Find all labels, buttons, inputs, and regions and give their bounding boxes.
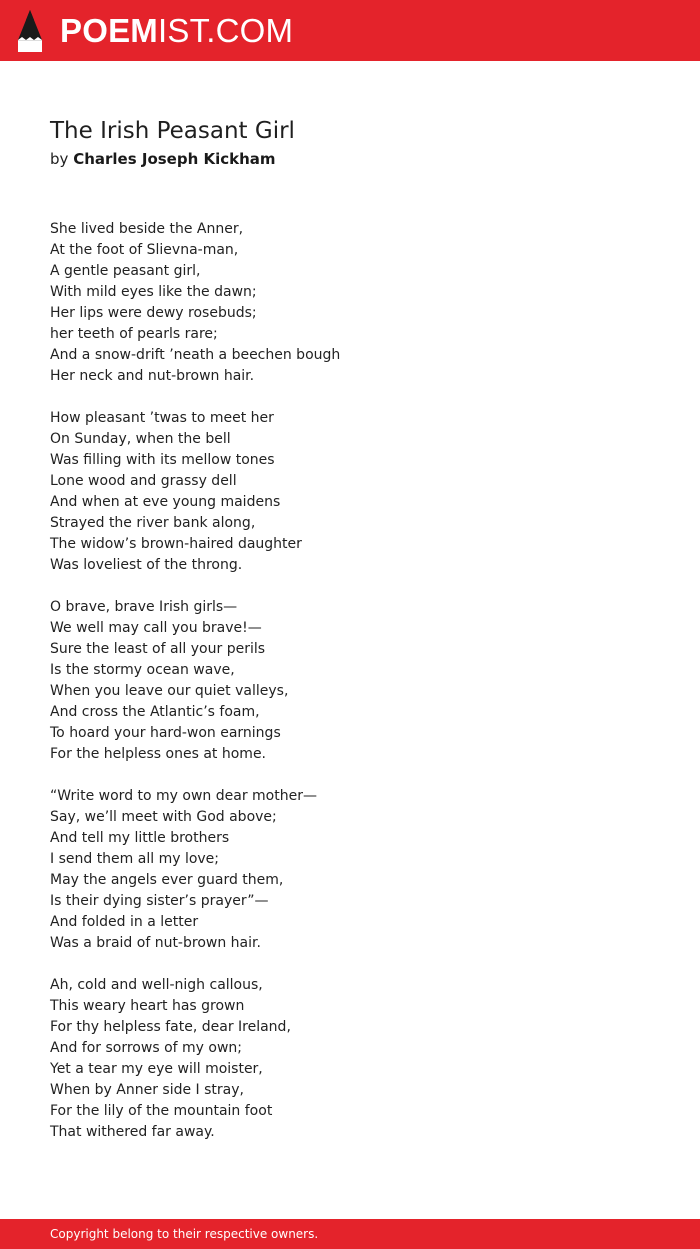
poem-body xyxy=(50,219,650,1164)
logo-wordmark-bold: POEM xyxy=(60,12,158,49)
poem-stanza xyxy=(50,408,650,576)
poem-line: Is their dying sister’s prayer”— xyxy=(50,893,269,909)
poem-line: At the foot of Slievna-man, xyxy=(50,242,239,258)
poem-line: Was filling with its mellow tones xyxy=(50,452,275,468)
poem-line: Sure the least of all your perils xyxy=(50,641,266,657)
poem-byline xyxy=(50,148,276,170)
poem-author: Charles Joseph Kickham xyxy=(73,150,276,168)
poem-line: And when at eve young maidens xyxy=(50,494,281,510)
poem-line: Is the stormy ocean wave, xyxy=(50,662,235,678)
logo-wordmark xyxy=(60,9,293,53)
poem-line: For the helpless ones at home. xyxy=(50,746,267,762)
logo-wordmark-light: IST.COM xyxy=(157,12,294,49)
poem-line: On Sunday, when the bell xyxy=(50,431,231,447)
poem-line: And folded in a letter xyxy=(50,914,199,930)
poem-line: Was a braid of nut-brown hair. xyxy=(50,935,261,951)
poem-line: Her lips were dewy rosebuds; xyxy=(50,305,257,321)
pencil-icon xyxy=(16,10,44,52)
poem-line: That withered far away. xyxy=(50,1124,215,1140)
poem-stanza xyxy=(50,219,650,387)
poem-line: For thy helpless fate, dear Ireland, xyxy=(50,1019,291,1035)
poem-line: The widow’s brown-haired daughter xyxy=(50,536,302,552)
poem-line: With mild eyes like the dawn; xyxy=(50,284,257,300)
poem-line: Say, we’ll meet with God above; xyxy=(50,809,277,825)
poem-title: The Irish Peasant Girl xyxy=(50,118,295,144)
poem-line: her teeth of pearls rare; xyxy=(50,326,218,342)
poem-line: Lone wood and grassy dell xyxy=(50,473,237,489)
by-label: by xyxy=(50,150,69,168)
poem-line: When by Anner side I stray, xyxy=(50,1082,244,1098)
poem-line: For the lily of the mountain foot xyxy=(50,1103,273,1119)
poem-line: Strayed the river bank along, xyxy=(50,515,256,531)
poem-line: When you leave our quiet valleys, xyxy=(50,683,289,699)
poem-line: I send them all my love; xyxy=(50,851,220,867)
poem-line: May the angels ever guard them, xyxy=(50,872,284,888)
poem-line: Her neck and nut-brown hair. xyxy=(50,368,255,384)
poem-line: To hoard your hard-won earnings xyxy=(50,725,281,741)
poem-line: Yet a tear my eye will moister, xyxy=(50,1061,263,1077)
poem-line: This weary heart has grown xyxy=(50,998,245,1014)
poem-line: Ah, cold and well-nigh callous, xyxy=(50,977,263,993)
poem-line: A gentle peasant girl, xyxy=(50,263,201,279)
poem-line: She lived beside the Anner, xyxy=(50,221,244,237)
poem-line: And tell my little brothers xyxy=(50,830,230,846)
poem-line: And cross the Atlantic’s foam, xyxy=(50,704,260,720)
site-header xyxy=(0,0,700,61)
site-footer xyxy=(0,1219,700,1249)
poem-line: Was loveliest of the throng. xyxy=(50,557,243,573)
poem-stanza xyxy=(50,786,650,954)
poem-line: And for sorrows of my own; xyxy=(50,1040,242,1056)
poem-line: And a snow-drift ’neath a beechen bough xyxy=(50,347,341,363)
copyright-text: Copyright belong to their respective owners. xyxy=(50,1227,319,1241)
poem-line: How pleasant ’twas to meet her xyxy=(50,410,274,426)
site-logo[interactable] xyxy=(16,9,293,53)
poem-line: We well may call you brave!— xyxy=(50,620,262,636)
poem-line: “Write word to my own dear mother— xyxy=(50,788,317,804)
poem-stanza xyxy=(50,597,650,765)
poem-stanza xyxy=(50,975,650,1143)
poem-line: O brave, brave Irish girls— xyxy=(50,599,238,615)
